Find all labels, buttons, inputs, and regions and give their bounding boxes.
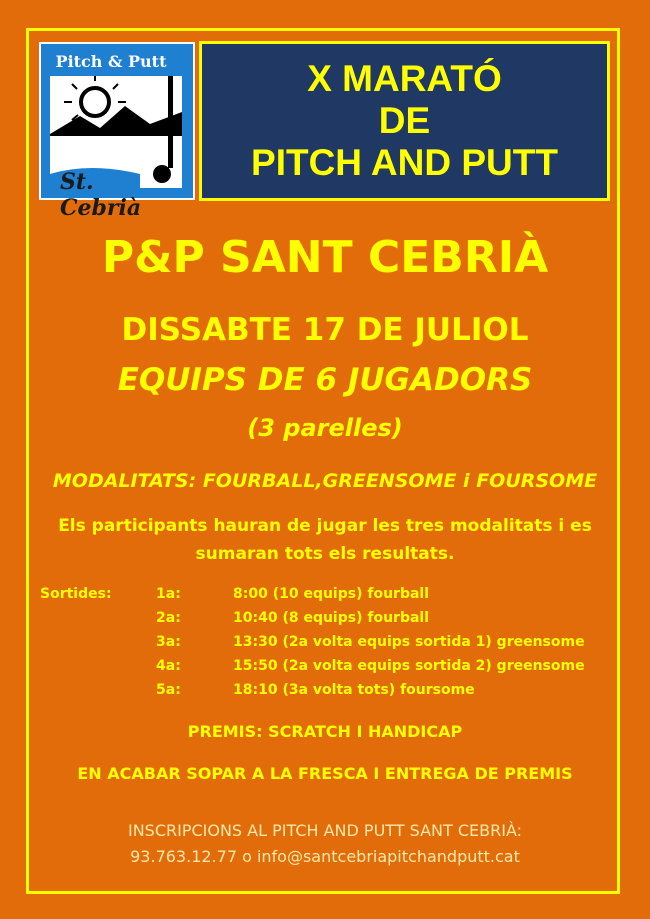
schedule-text: 18:10 (3a volta tots) foursome — [233, 682, 475, 698]
logo-emblem — [50, 76, 182, 221]
logo-top-text: Pitch & Putt — [55, 52, 167, 71]
dinner-note: EN ACABAR SOPAR A LA FRESCA I ENTREGA DE PREMIS — [77, 764, 573, 783]
description — [26, 512, 624, 568]
contact-line-1: INSCRIPCIONS AL PITCH AND PUTT SANT CEBRIÀ: — [127, 821, 523, 840]
schedule-num: 1a: — [156, 586, 181, 602]
title-box — [199, 41, 610, 201]
title-line-2: DE — [378, 100, 431, 141]
description-line-1: Els participants hauran de jugar les tres modalitats i es — [58, 516, 592, 536]
schedule-row — [40, 682, 620, 706]
description-line-2: sumaran tots els resultats. — [195, 544, 455, 564]
prizes: PREMIS: SCRATCH I HANDICAP — [187, 722, 463, 741]
title-line-3: PITCH AND PUTT — [251, 142, 558, 183]
schedule-text: 10:40 (8 equips) fourball — [233, 610, 430, 626]
contact-line-2: 93.763.12.77 o info@santcebriapitchandputt.cat — [130, 847, 520, 866]
schedule-text: 13:30 (2a volta equips sortida 1) greensome — [233, 634, 585, 650]
schedule-num: 4a: — [156, 658, 181, 674]
schedule-row — [40, 634, 620, 658]
schedule-num: 3a: — [156, 634, 181, 650]
schedule-label: Sortides: — [40, 586, 112, 602]
contact-info — [26, 818, 624, 870]
schedule-text: 8:00 (10 equips) fourball — [233, 586, 430, 602]
title-line-1: X MARATÓ — [307, 58, 502, 99]
schedule-row — [40, 610, 620, 634]
team-format: EQUIPS DE 6 JUGADORS — [117, 362, 533, 398]
event-date: DISSABTE 17 DE JULIOL — [121, 312, 529, 348]
schedule-num: 2a: — [156, 610, 181, 626]
pairs-note: (3 parelles) — [247, 414, 403, 442]
schedule-num: 5a: — [156, 682, 181, 698]
club-logo — [39, 42, 195, 221]
schedule — [40, 586, 620, 706]
schedule-text: 15:50 (2a volta equips sortida 2) greensome — [233, 658, 585, 674]
schedule-row — [40, 658, 620, 682]
schedule-row — [40, 586, 620, 610]
venue-heading: P&P SANT CEBRIÀ — [101, 232, 549, 283]
modalities: MODALITATS: FOURBALL,GREENSOME i FOURSOME — [52, 470, 598, 492]
logo-bottom-text: St. Cebrià — [60, 169, 142, 221]
